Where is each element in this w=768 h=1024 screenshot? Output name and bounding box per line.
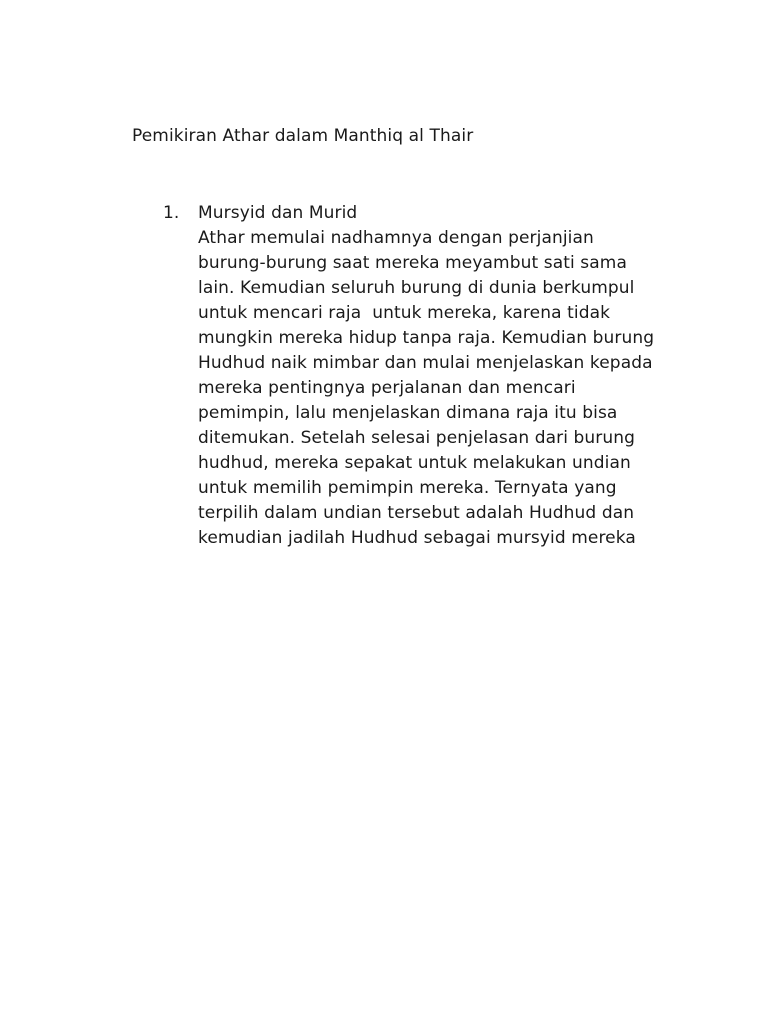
paragraph-line: hudhud, mereka sepakat untuk melakukan undian: [198, 453, 631, 473]
paragraph-line: burung-burung saat mereka meyambut sati sama: [198, 253, 627, 273]
paragraph-line: untuk memilih pemimpin mereka. Ternyata yang: [198, 478, 617, 498]
list-item-heading: Mursyid dan Murid: [198, 203, 358, 223]
paragraph-line: kemudian jadilah Hudhud sebagai mursyid mereka: [198, 528, 636, 548]
paragraph-line: Athar memulai nadhamnya dengan perjanjian: [198, 228, 594, 248]
paragraph-line: untuk mencari raja untuk mereka, karena tidak: [198, 303, 611, 323]
paragraph-line: terpilih dalam undian tersebut adalah Hudhud dan: [198, 503, 635, 523]
paragraph-line: ditemukan. Setelah selesai penjelasan dari burung: [198, 428, 636, 448]
paragraph-line: lain. Kemudian seluruh burung di dunia berkumpul: [198, 278, 635, 298]
paragraph-line: mungkin mereka hidup tanpa raja. Kemudian burung: [198, 328, 655, 348]
paragraph-line: Hudhud naik mimbar dan mulai menjelaskan kepada: [198, 353, 653, 373]
paragraph-line: pemimpin, lalu menjelaskan dimana raja itu bisa: [198, 403, 618, 423]
list-item-number: 1.: [163, 203, 180, 223]
paragraph-line: mereka pentingnya perjalanan dan mencari: [198, 378, 576, 398]
document-title: Pemikiran Athar dalam Manthiq al Thair: [132, 126, 474, 146]
list-item-content: [198, 201, 655, 551]
